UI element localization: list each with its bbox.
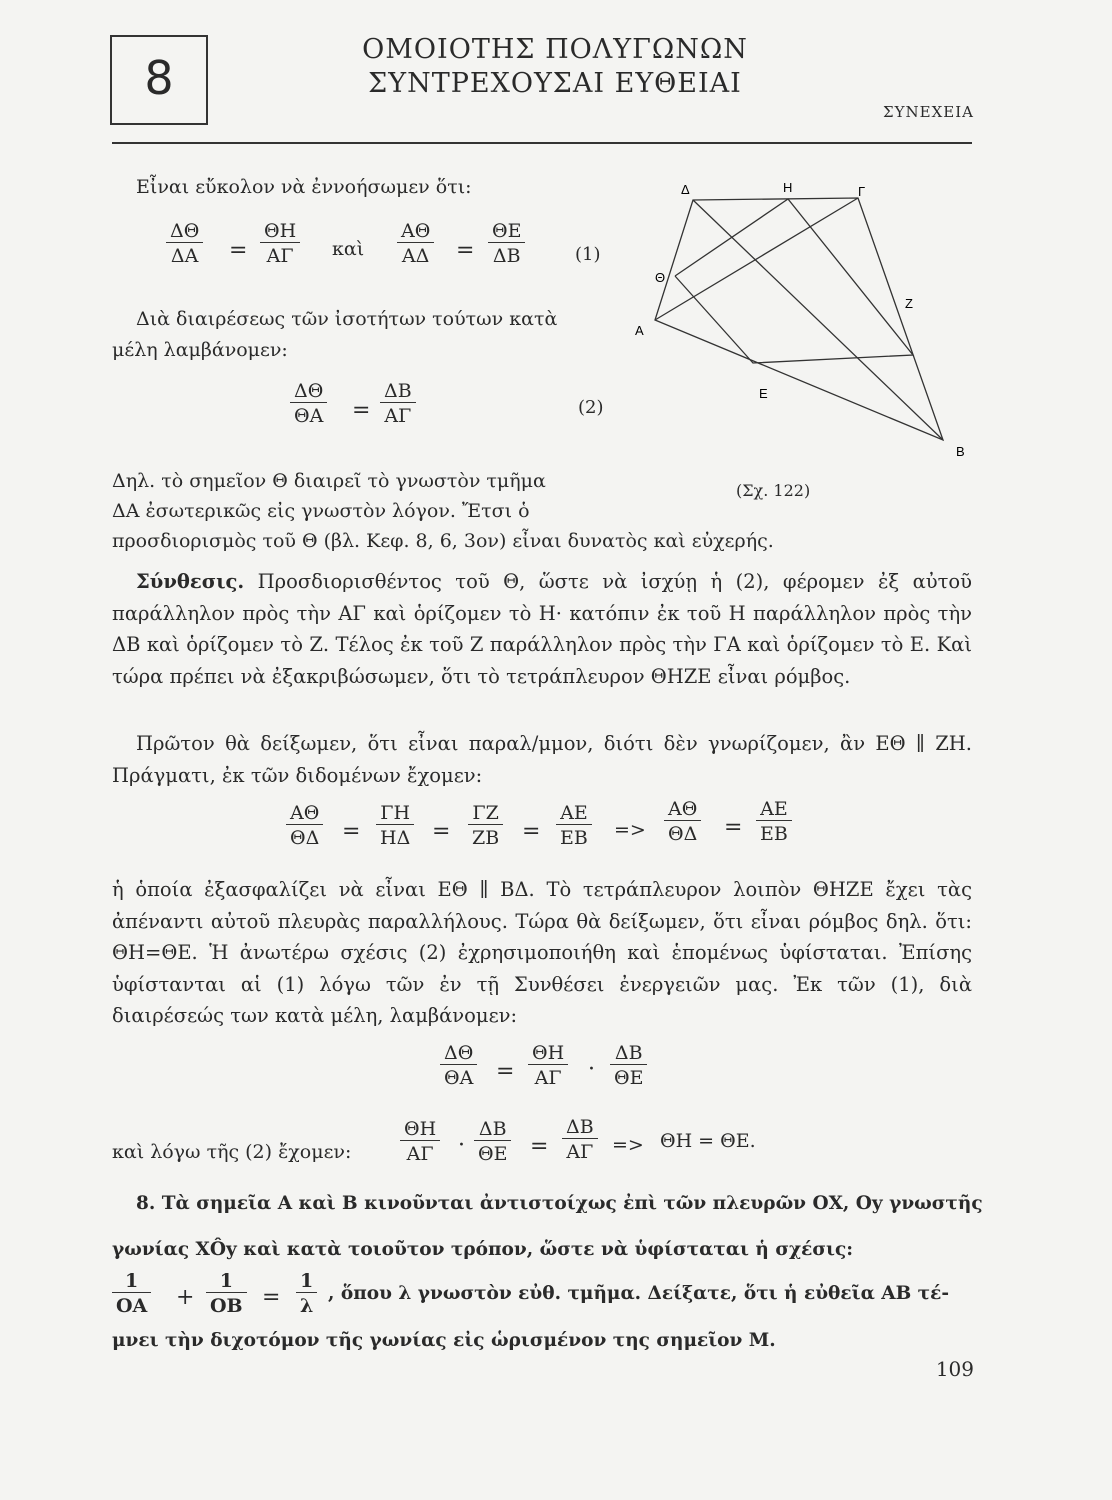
meaning-line-3: προσδιορισμὸς τοῦ Θ (βλ. Κεφ. 8, 6, 3ον) εἶναι δυνατὸς καὶ εὐχερής. (112, 530, 774, 552)
geometry-figure (625, 180, 970, 460)
eq5-equals: = (530, 1134, 549, 1159)
problem-fraction: $\frac{1}{OB}$ (206, 1270, 247, 1317)
label-epsilon: Ε (759, 386, 768, 401)
eq3-fraction: $\frac{\Gamma Z}{ZB}$ (468, 802, 503, 849)
page-number: 109 (935, 1357, 974, 1381)
eq1-fraction: $\frac{\Theta H}{A\Gamma}$ (260, 220, 300, 267)
problem-line-3: , ὅπου λ γνωστὸν εὐθ. τμῆμα. Δείξατε, ὅτι ἡ εὐθεῖα ΑΒ τέ- (328, 1283, 950, 1304)
figure-caption: (Σχ. 122) (736, 481, 811, 500)
eq2-fraction: $\frac{\Delta\Theta}{\Theta A}$ (290, 380, 327, 427)
rhombus-thze (675, 199, 913, 363)
eq3-equals: = (522, 819, 541, 844)
rhombus-paragraph: ἡ ὁποία ἐξασφαλίζει νὰ εἶναι ΕΘ ∥ ΒΔ. Τὸ τετράπλευρον λοιπὸν ΘΗΖΕ ἔχει τὰς ἀπέναντι αὐτοῦ πλευρὰς παραλλήλους. Τώρα θὰ δείξωμεν, ὅτι εἶναι ρόμβος δηλ. ὅτι: ΘΗ=ΘΕ. Ἡ ἀνωτέρω σχέσις (2) ἐχρησιμοποιήθη καὶ ἑπομένως ὑφίσταται. Ἐπίσης ὑφίστανται αἱ (1) λόγω τῶν ἐν τῇ Συνθέσει ἐνεργειῶν μας. Ἐκ τῶν (1), διὰ διαιρέσεώς των κατὰ μέλη, λαμβάνομεν: (112, 878, 972, 1027)
eq5-fraction: $\frac{\Theta H}{A\Gamma}$ (400, 1118, 440, 1165)
division-line-1: Διὰ διαιρέσεως τῶν ἰσοτήτων τούτων κατὰ (136, 308, 558, 330)
eq3-fraction: $\frac{A\Theta}{\Theta\Delta}$ (286, 802, 323, 849)
problem-line-4: μνει τὴν διχοτόμον τῆς γωνίας εἰς ὡρισμένον της σημεῖον Μ. (112, 1330, 776, 1351)
eq3-equals: = (342, 819, 361, 844)
eq5-implies: => (612, 1134, 644, 1156)
eq4-equals: = (496, 1059, 515, 1084)
eq5-fraction: $\frac{\Delta B}{\Theta E}$ (474, 1118, 511, 1165)
eq5-fraction: $\frac{\Delta B}{A\Gamma}$ (562, 1116, 598, 1163)
continued-label: ΣΥΝΕΧΕΙΑ (883, 103, 974, 121)
quadrilateral (655, 198, 943, 440)
eq3-fraction: $\frac{A\Theta}{\Theta\Delta}$ (664, 798, 701, 845)
eq3-fraction: $\frac{AE}{EB}$ (756, 798, 792, 845)
eq3-fraction: $\frac{\Gamma H}{H\Delta}$ (376, 802, 414, 849)
eq4-fraction: $\frac{\Delta\Theta}{\Theta A}$ (440, 1042, 477, 1089)
meaning-line-1: Δηλ. τὸ σημεῖον Θ διαιρεῖ τὸ γνωστὸν τμῆμα (112, 470, 546, 492)
meaning-line-2: ΔΑ ἐσωτερικῶς εἰς γνωστὸν λόγον. Ἔτσι ὁ (112, 500, 530, 522)
chapter-title-line2: ΣΥΝΤΡΕΧΟΥΣΑΙ ΕΥΘΕΙΑΙ (368, 68, 742, 99)
problem-fraction: $\frac{1}{OA}$ (112, 1270, 151, 1317)
eq5-lead: καὶ λόγω τῆς (2) ἔχομεν: (112, 1141, 352, 1163)
synthesis-text: Προσδιορισθέντος τοῦ Θ, ὥστε νὰ ἰσχύῃ ἡ (2), φέρομεν ἐξ αὐτοῦ παράλληλον πρὸς τὴν ΑΓ καὶ ὁρίζομεν τὸ Η· κατόπιν ἐκ τοῦ Η παράλληλον πρὸς τὴν ΔΒ καὶ ὁρίζομεν τὸ Ζ. Τέλος ἐκ τοῦ Ζ παράλληλον πρὸς τὴν ΓΑ καὶ ὁρίζομεν τὸ Ε. Καὶ τώρα πρέπει νὰ ἐξακριβώσωμεν, ὅτι τὸ τετράπλευρον ΘΗΖΕ εἶναι ρόμβος. (112, 570, 972, 688)
label-beta: Β (956, 444, 965, 459)
eq3-fraction: $\frac{AE}{EB}$ (556, 802, 592, 849)
eq1-and: καὶ (332, 238, 365, 260)
eq1-fraction: $\frac{\Delta\Theta}{\Delta A}$ (166, 220, 203, 267)
eq3-implies: => (614, 819, 646, 841)
problem-fraction: $\frac{1}{\lambda}$ (296, 1270, 317, 1317)
eq3-equals: = (432, 819, 451, 844)
label-eta: Η (783, 180, 793, 195)
chapter-title-line1: ΟΜΟΙΟΤΗΣ ΠΟΛΥΓΩΝΩΝ (362, 34, 748, 65)
problem-plus: + (176, 1285, 195, 1310)
intro-text: Εἶναι εὔκολον νὰ ἐννοήσωμεν ὅτι: (136, 176, 472, 198)
eq4-fraction: $\frac{\Theta H}{A\Gamma}$ (528, 1042, 568, 1089)
synthesis-paragraph (112, 566, 972, 692)
eq5-dot: · (458, 1133, 465, 1158)
problem-line-2: γωνίας ΧÔy καὶ κατὰ τοιοῦτον τρόπον, ὥστε νὰ ὑφίσταται ἡ σχέσις: (112, 1239, 854, 1260)
eq1-fraction: $\frac{\Theta E}{\Delta B}$ (488, 220, 525, 267)
label-alpha: Α (635, 323, 644, 338)
diagonal-ag (655, 198, 858, 320)
eq3-equals: = (724, 815, 743, 840)
eq4-dot: · (588, 1057, 595, 1082)
eq1-tag: (1) (575, 244, 601, 265)
label-zeta: Ζ (905, 296, 913, 311)
first-paragraph: Πρῶτον θὰ δείξωμεν, ὅτι εἶναι παραλ/μμον, διότι δὲν γνωρίζομεν, ἂν ΕΘ ∥ ΖΗ. Πράγματι, ἐκ τῶν διδομένων ἔχομεν: (112, 732, 972, 787)
synthesis-heading: Σύνθεσις. (136, 570, 245, 593)
eq5-result: ΘΗ = ΘΕ. (660, 1130, 756, 1152)
chapter-number: 8 (144, 51, 174, 105)
problem-line-1: 8. Τὰ σημεῖα Α καὶ Β κινοῦνται ἀντιστοίχως ἐπὶ τῶν πλευρῶν ΟΧ, Οy γνωστῆς (136, 1193, 983, 1214)
chapter-number-box (110, 35, 208, 125)
eq2-tag: (2) (578, 397, 604, 418)
header-rule (112, 142, 972, 144)
label-gamma: Γ (858, 184, 866, 199)
eq1-equals: = (456, 238, 475, 263)
eq2-equals: = (352, 398, 371, 423)
eq2-fraction: $\frac{\Delta B}{A\Gamma}$ (380, 380, 416, 427)
label-theta: Θ (655, 270, 666, 285)
division-line-2: μέλη λαμβάνομεν: (112, 339, 288, 361)
eq4-fraction: $\frac{\Delta B}{\Theta E}$ (610, 1042, 647, 1089)
eq1-equals: = (229, 238, 248, 263)
eq1-fraction: $\frac{A\Theta}{A\Delta}$ (397, 220, 434, 267)
label-delta: Δ (681, 182, 690, 197)
problem-equals: = (262, 1285, 281, 1310)
